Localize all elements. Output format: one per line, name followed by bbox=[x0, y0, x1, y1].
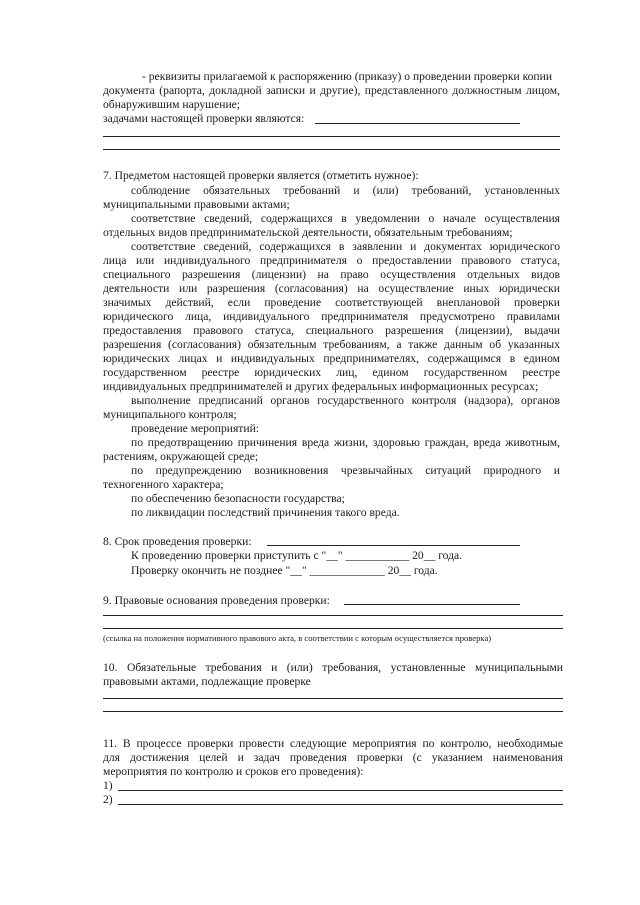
s7-line: соответствие сведений, содержащихся в заявлении и документах юридического bbox=[131, 240, 560, 253]
tasks-fill-line-2[interactable] bbox=[103, 136, 560, 137]
s7-line: деятельности или разрешения (согласования) на осуществление иных юридически bbox=[103, 282, 560, 295]
intro-line-1: - реквизиты прилагаемой к распоряжению (приказу) о проведении проверки копии bbox=[142, 70, 553, 83]
item-2-label: 2) bbox=[103, 793, 113, 806]
section-10-line-1: 10. Обязательные требования и (или) требования, установленные муниципальными bbox=[103, 661, 563, 674]
section-10-line-2: правовыми актами, подлежащие проверке bbox=[103, 675, 311, 688]
requirements-fill-line[interactable] bbox=[103, 698, 563, 699]
s7-line: индивидуальных предпринимателей и других федеральных информационных ресурсах; bbox=[103, 380, 539, 393]
s7-line: по ликвидации последствий причинения такого вреда. bbox=[131, 506, 400, 519]
s7-line: муниципального контроля; bbox=[103, 408, 237, 421]
legal-basis-fill-line-2[interactable] bbox=[103, 615, 563, 616]
tasks-label: задачами настоящей проверки являются: bbox=[103, 112, 305, 125]
legal-basis-note: (ссылка на положения нормативного правового акта, в соответствии с которым осуществляется проверка) bbox=[103, 633, 492, 643]
s7-line: юридического лица, индивидуального предпринимателя предусмотрено правилами bbox=[103, 310, 560, 323]
s7-line: значимых действий, если проведение соответствующей внеплановой проверки bbox=[103, 296, 560, 309]
s7-line: проведение мероприятий: bbox=[131, 422, 260, 435]
section-11-line-2: для достижения целей и задач проведения проверки (с указанием наименования bbox=[103, 751, 563, 764]
section-9-title: 9. Правовые основания проведения проверки: bbox=[103, 594, 330, 607]
tasks-fill-line-3[interactable] bbox=[103, 149, 560, 150]
s7-line: растениям, окружающей среде; bbox=[103, 450, 259, 463]
s7-line: лица или индивидуального предпринимателя о предоставлении правового статуса, bbox=[103, 254, 560, 267]
s7-line: государственном реестре юридических лиц, едином государственном реестре bbox=[103, 366, 560, 379]
s7-line: юридических лицах и индивидуальных предпринимателях, содержащимся в едином bbox=[103, 352, 560, 365]
s7-line: муниципальными правовыми актами; bbox=[103, 198, 290, 211]
requirements-fill-line-2[interactable] bbox=[103, 711, 563, 712]
section-8-title: 8. Срок проведения проверки: bbox=[103, 535, 252, 548]
item-1-fill-line[interactable] bbox=[118, 790, 563, 791]
legal-basis-fill-line[interactable] bbox=[344, 604, 520, 605]
s7-line: предоставления правового статуса, специального разрешения (лицензии), выдачи bbox=[103, 324, 560, 337]
section-11-line-3: мероприятия по контролю и сроков его проведения): bbox=[103, 765, 364, 778]
intro-line-3: обнаружившим нарушение; bbox=[103, 98, 241, 111]
section-11-line-1: 11. В процессе проверки провести следующие мероприятия по контролю, необходимые bbox=[103, 737, 563, 750]
s7-line: соблюдение обязательных требований и (или) требований, установленных bbox=[131, 184, 560, 197]
end-date-line: Проверку окончить не позднее "__" _____________ 20__ года. bbox=[131, 564, 438, 577]
s7-line: по обеспечению безопасности государства; bbox=[131, 492, 345, 505]
s7-line: соответствие сведений, содержащихся в уведомлении о начале осуществления bbox=[131, 212, 560, 225]
s7-line: выполнение предписаний органов государственного контроля (надзора), органов bbox=[131, 394, 560, 407]
tasks-fill-line[interactable] bbox=[315, 123, 520, 124]
item-2-fill-line[interactable] bbox=[118, 804, 563, 805]
section-7-title: 7. Предметом настоящей проверки является (отметить нужное): bbox=[103, 169, 419, 182]
s7-line: специального разрешения (лицензии) на право осуществления отдельных видов bbox=[103, 268, 560, 281]
s7-line: разрешения (согласования) обязательным требованиям, а также данным об указанных bbox=[103, 338, 560, 351]
s7-line: отдельных видов предпринимательской деятельности, обязательным требованиям; bbox=[103, 226, 513, 239]
s7-line: по предотвращению причинения вреда жизни, здоровью граждан, вреда животным, bbox=[131, 436, 560, 449]
s7-line: техногенного характера; bbox=[103, 478, 224, 491]
item-1-label: 1) bbox=[103, 779, 113, 792]
term-fill-line[interactable] bbox=[267, 545, 520, 546]
intro-line-2: документа (рапорта, докладной записки и другие), представленного должностным лицом, bbox=[103, 84, 560, 97]
s7-line: по предупреждению возникновения чрезвычайных ситуаций природного и bbox=[131, 464, 560, 477]
legal-basis-fill-line-3[interactable] bbox=[103, 628, 563, 629]
start-date-line: К проведению проверки приступить с "__" ___________ 20__ года. bbox=[131, 549, 463, 562]
